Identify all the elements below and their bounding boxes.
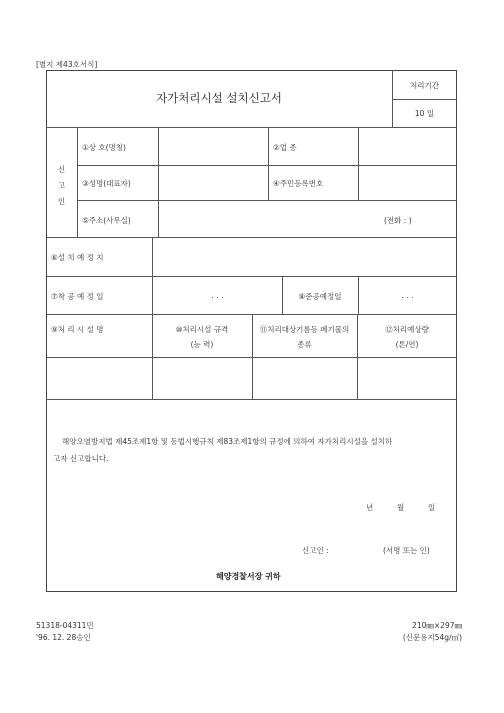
date-day: 일 [428,503,436,512]
completion-date-label: ⑧준공예정일 [298,292,342,301]
address-field[interactable] [159,201,379,236]
form-title: 자가처리시설 설치신고서 [156,91,282,105]
paper-type: (신문용지54g/㎡) [402,633,462,642]
approval-date: '96. 12. 28승인 [36,633,91,642]
rule-v-side [77,127,78,237]
waste-type-field[interactable] [253,358,356,398]
date-year: 년 [366,503,374,512]
waste-type-label: ⑪처리대상기름등 폐기물의 [259,325,350,334]
facility-capacity-label: (능 력) [190,340,214,349]
completion-date-value[interactable]: . . . [401,291,414,300]
rule-row4 [46,276,457,277]
representative-field[interactable] [159,166,267,199]
phone-label: (전화 : ) [384,216,412,225]
signature-note: (서명 또는 인) [383,546,430,555]
attachment-label: [별지 제43호서식] [36,60,98,69]
facility-name-label: ⑨처 리 시 설 명 [51,325,104,334]
business-type-field[interactable] [359,128,456,164]
rule-row7 [46,399,457,400]
facility-spec-label: ⑩처리시설 규격 [175,325,229,334]
waste-type-label-2: 종류 [297,340,312,349]
form-code: 51318-04311민 [36,621,94,630]
rule-v-mid [268,127,269,200]
expected-amount-label: ⑫처리예상량 [385,325,429,334]
expected-amount-field[interactable] [358,358,456,398]
resident-id-label: ④주민등록번호 [273,179,324,188]
processing-period-value: 10 일 [414,109,435,118]
reporter-signature-label: 신고인 : [302,546,329,555]
rule-processing [392,99,457,100]
reporter-side-label-1: 신 [57,165,66,174]
statement-line-1: 해양오염방지법 제45조제1항 및 동법시행규칙 제83조제1항의 규정에 의하여 자가처리시설을 설치하 [62,437,393,446]
install-location-field[interactable] [153,238,456,275]
reporter-side-label-3: 인 [57,197,66,206]
processing-period-label: 처리기간 [410,81,439,90]
install-location-label: ⑥설 치 예 정 지 [51,253,104,262]
date-month: 월 [397,503,405,512]
expected-amount-unit: (톤/연) [395,340,419,349]
facility-name-field[interactable] [47,358,151,398]
representative-label: ③성명(대표자) [82,179,131,188]
statement-line-2: 고자 신고합니다. [53,454,109,463]
recipient: 해양경찰서장 귀하 [216,572,281,581]
start-date-label: ⑦착 공 예 정 일 [51,292,104,301]
facility-spec-field[interactable] [153,358,251,398]
company-name-field[interactable] [159,128,267,164]
business-type-label: ②업 종 [273,143,297,152]
address-label: ⑤주소(사무실) [82,216,131,225]
start-date-value[interactable]: . . . [211,291,224,300]
reporter-side-label-2: 고 [57,181,66,190]
company-name-label: ①상 호(명칭) [82,143,126,152]
paper-size: 210㎜×297㎜ [412,621,462,630]
resident-id-field[interactable] [359,166,456,199]
